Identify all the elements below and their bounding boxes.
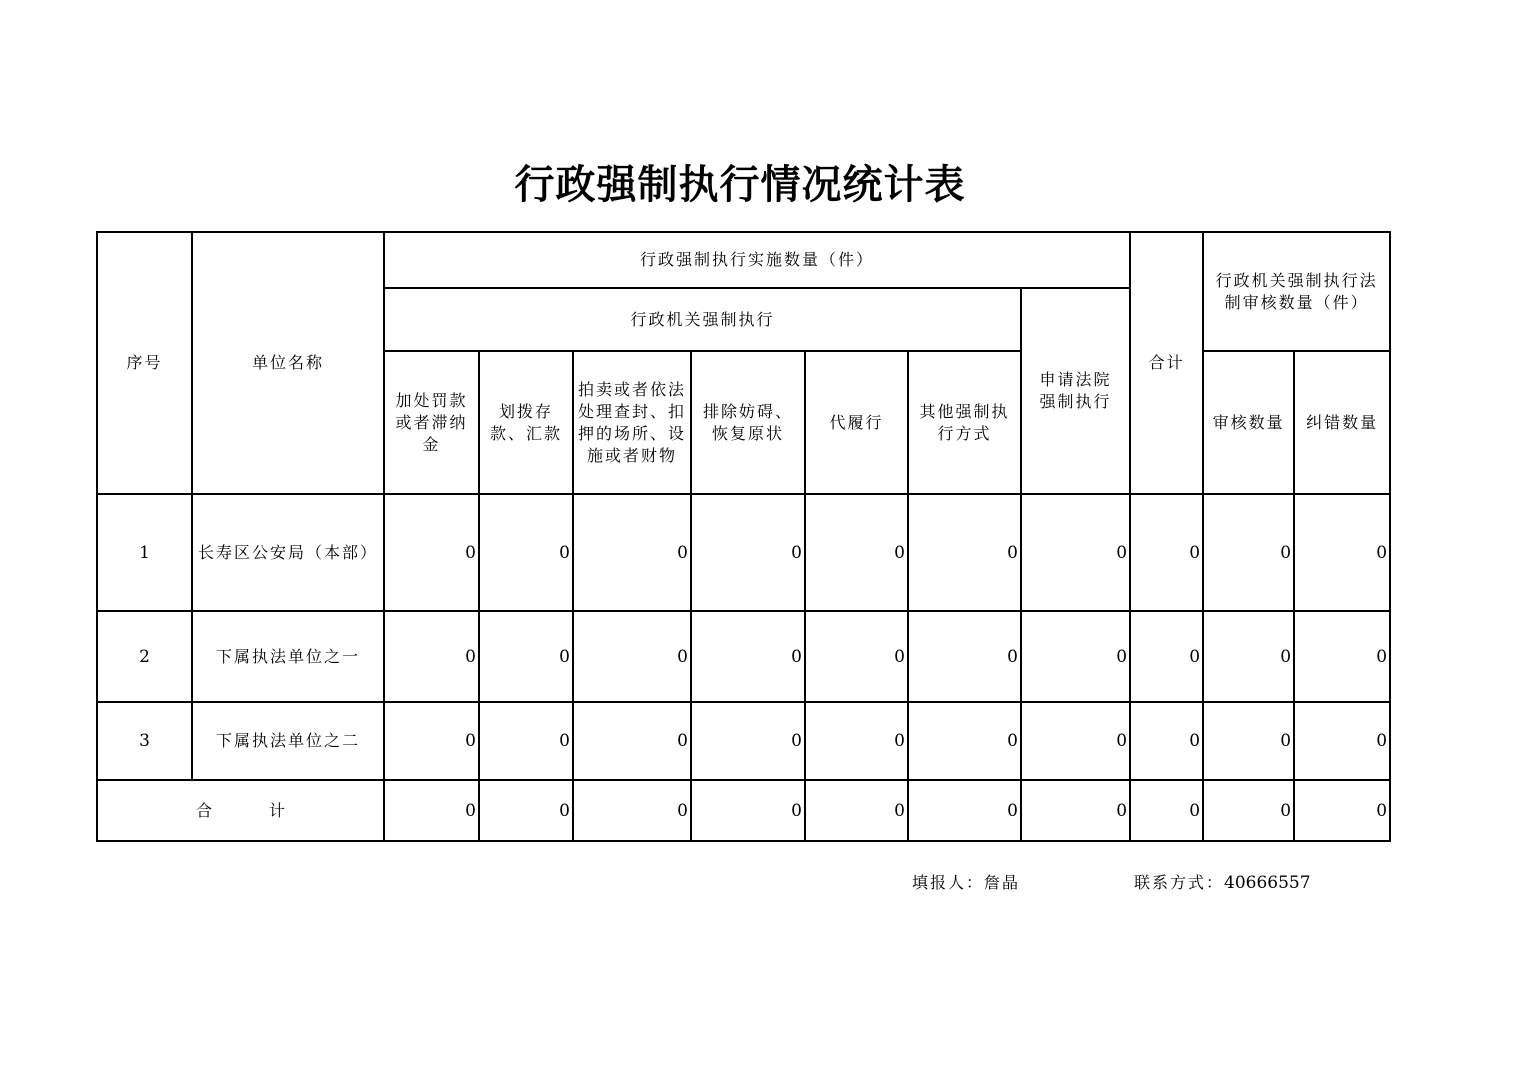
- cell-value: 0: [573, 702, 691, 780]
- row-unit-name: 长寿区公安局（本部）: [192, 494, 384, 611]
- cell-value: 0: [1021, 702, 1130, 780]
- table-row: [97, 611, 1390, 702]
- cell-value: 0: [1294, 611, 1390, 702]
- filler-name: 詹晶: [984, 873, 1021, 892]
- row-seq: 1: [97, 494, 192, 611]
- cell-value: 0: [1021, 494, 1130, 611]
- col-header-substitute: 代履行: [805, 351, 908, 494]
- table-row: [97, 702, 1390, 780]
- contact-label: 联系方式：: [1134, 873, 1225, 892]
- cell-value: 0: [479, 702, 573, 780]
- cell-value: 0: [573, 611, 691, 702]
- cell-value: 0: [1203, 702, 1294, 780]
- total-header: 合计: [1130, 232, 1203, 494]
- contact-value: 40666557: [1224, 873, 1311, 893]
- cell-value: 0: [805, 494, 908, 611]
- table-row: [97, 494, 1390, 611]
- cell-value: 0: [805, 702, 908, 780]
- cell-value: 0: [908, 611, 1021, 702]
- header-row-1: [97, 232, 1390, 288]
- cell-value: 0: [1021, 611, 1130, 702]
- total-value: 0: [1130, 780, 1203, 841]
- row-unit-name: 下属执法单位之一: [192, 611, 384, 702]
- court-apply-header: 申请法院强制执行: [1021, 288, 1130, 494]
- cell-value: 0: [1294, 702, 1390, 780]
- legal-review-header: 行政机关强制执行法制审核数量（件）: [1203, 232, 1390, 351]
- cell-value: 0: [691, 611, 805, 702]
- total-row: [97, 780, 1390, 841]
- total-value: 0: [691, 780, 805, 841]
- total-value: 0: [1294, 780, 1390, 841]
- total-value: 0: [1021, 780, 1130, 841]
- total-row-label: 合 计: [97, 780, 384, 841]
- filler-label: 填报人：: [912, 873, 985, 892]
- col-header-other: 其他强制执行方式: [908, 351, 1021, 494]
- cell-value: 0: [1130, 611, 1203, 702]
- cell-value: 0: [573, 494, 691, 611]
- cell-value: 0: [805, 611, 908, 702]
- cell-value: 0: [384, 702, 479, 780]
- correction-count-header: 纠错数量: [1294, 351, 1390, 494]
- cell-value: 0: [1203, 611, 1294, 702]
- cell-value: 0: [1130, 702, 1203, 780]
- impl-count-header: 行政强制执行实施数量（件）: [384, 232, 1130, 288]
- total-value: 0: [1203, 780, 1294, 841]
- cell-value: 0: [908, 702, 1021, 780]
- total-value: 0: [479, 780, 573, 841]
- contact-info: [1134, 870, 1311, 893]
- cell-value: 0: [384, 494, 479, 611]
- col-header-transfer: 划拨存款、汇款: [479, 351, 573, 494]
- total-value: 0: [384, 780, 479, 841]
- filler-info: [912, 870, 1020, 893]
- page-title: 行政强制执行情况统计表: [514, 161, 966, 208]
- cell-value: 0: [479, 494, 573, 611]
- statistics-table: [96, 231, 1391, 842]
- cell-value: 0: [1294, 494, 1390, 611]
- col-header-fine: 加处罚款或者滞纳金: [384, 351, 479, 494]
- total-value: 0: [805, 780, 908, 841]
- row-unit-name: 下属执法单位之二: [192, 702, 384, 780]
- cell-value: 0: [691, 494, 805, 611]
- review-count-header: 审核数量: [1203, 351, 1294, 494]
- cell-value: 0: [384, 611, 479, 702]
- cell-value: 0: [1130, 494, 1203, 611]
- cell-value: 0: [479, 611, 573, 702]
- cell-value: 0: [908, 494, 1021, 611]
- col-header-remove: 排除妨碍、恢复原状: [691, 351, 805, 494]
- total-value: 0: [573, 780, 691, 841]
- cell-value: 0: [1203, 494, 1294, 611]
- cell-value: 0: [691, 702, 805, 780]
- row-seq: 3: [97, 702, 192, 780]
- seq-header: 序号: [97, 232, 192, 494]
- col-header-auction: 拍卖或者依法处理查封、扣押的场所、设施或者财物: [573, 351, 691, 494]
- admin-exec-header: 行政机关强制执行: [384, 288, 1021, 351]
- total-value: 0: [908, 780, 1021, 841]
- unit-name-header: 单位名称: [192, 232, 384, 494]
- row-seq: 2: [97, 611, 192, 702]
